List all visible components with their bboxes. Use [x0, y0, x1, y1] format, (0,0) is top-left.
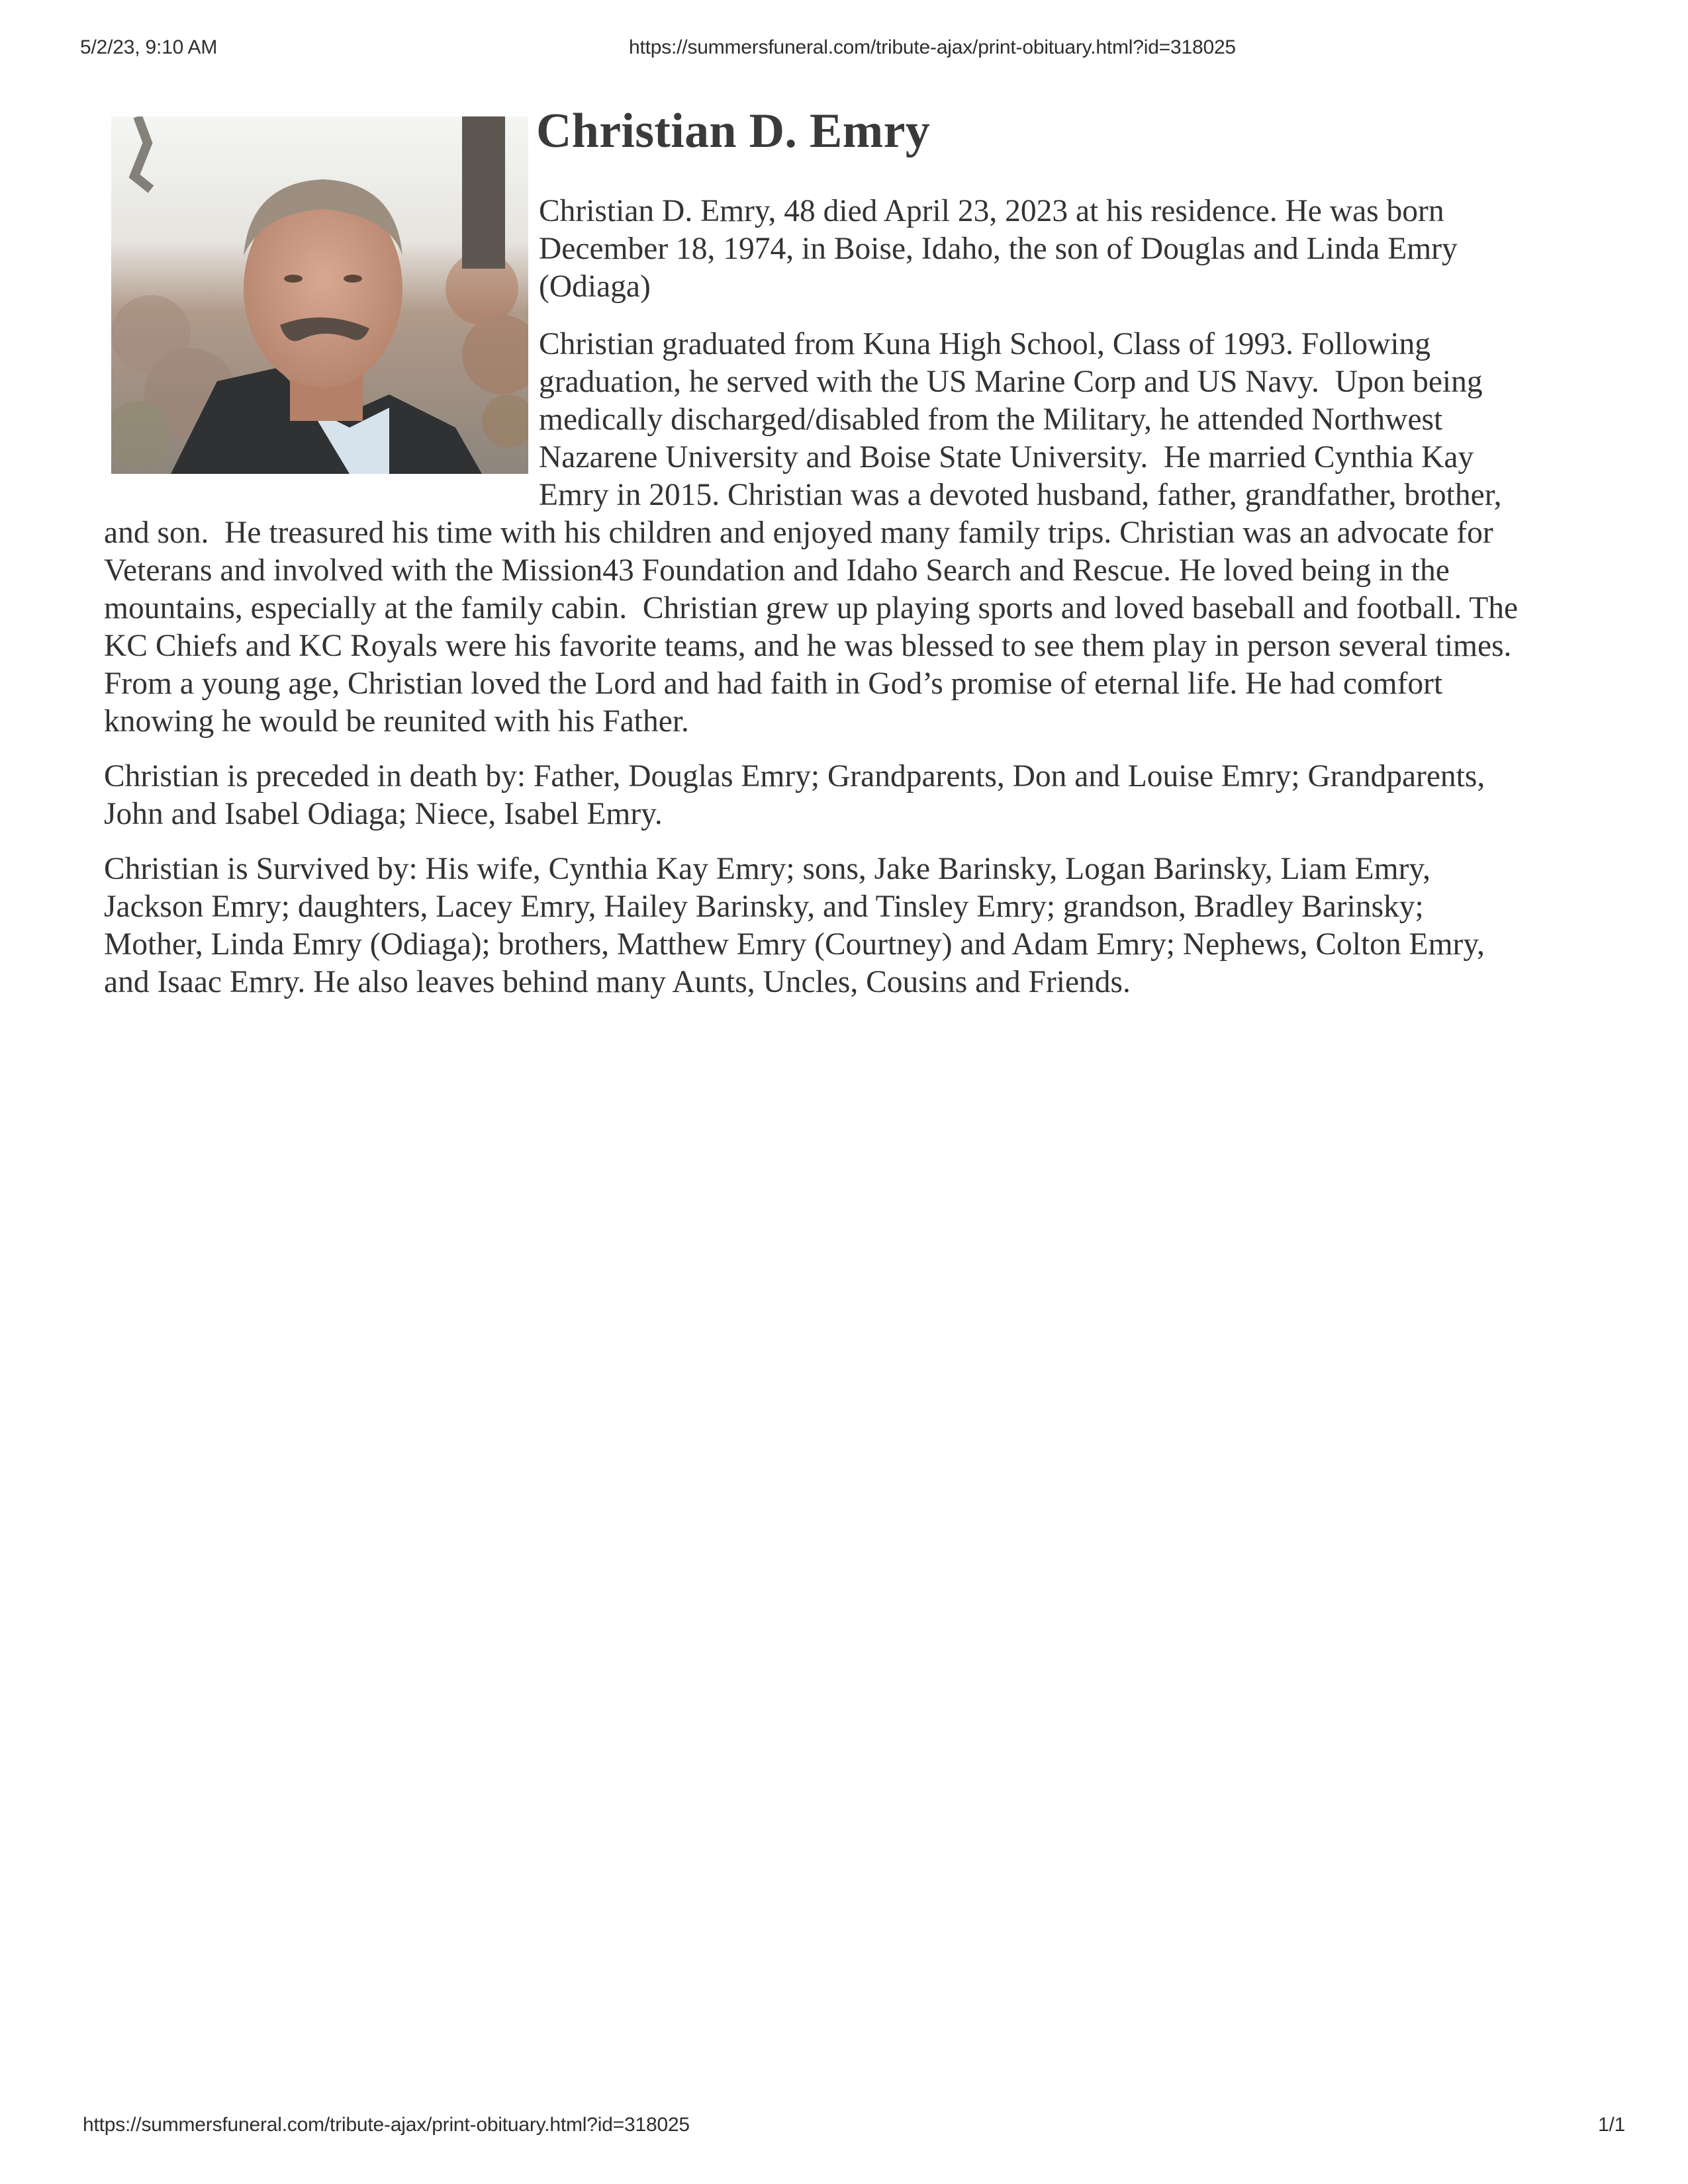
print-footer-url: https://summersfuneral.com/tribute-ajax/print-obituary.html?id=318025	[83, 2114, 690, 2136]
paragraph-biography-line: and son. He treasured his time with his children and enjoyed many family trips. Christian was an advocate for	[104, 516, 1493, 550]
paragraph-intro-line: Christian D. Emry, 48 died April 23, 2023 at his residence. He was born	[539, 194, 1444, 228]
paragraph-intro-line: (Odiaga)	[539, 269, 651, 304]
print-header-url: https://summersfuneral.com/tribute-ajax/print-obituary.html?id=318025	[629, 36, 1236, 58]
paragraph-survived-line: Jackson Emry; daughters, Lacey Emry, Hailey Barinsky, and Tinsley Emry; grandson, Bradley Barinsky;	[104, 889, 1424, 924]
paragraph-biography-line: Veterans and involved with the Mission43 Foundation and Idaho Search and Rescue. He loved being in the	[104, 553, 1450, 588]
paragraph-biography-line: Christian graduated from Kuna High School, Class of 1993. Following	[539, 327, 1431, 361]
paragraph-biography-line: From a young age, Christian loved the Lord and had faith in God’s promise of eternal life. He had comfort	[104, 666, 1443, 701]
obituary-name: Christian D. Emry	[536, 104, 931, 158]
paragraph-survived-line: and Isaac Emry. He also leaves behind many Aunts, Uncles, Cousins and Friends.	[104, 965, 1131, 999]
paragraph-biography-line: KC Chiefs and KC Royals were his favorite teams, and he was blessed to see them play in person several times.	[104, 629, 1512, 663]
paragraph-intro-line: December 18, 1974, in Boise, Idaho, the son of Douglas and Linda Emry	[539, 232, 1458, 266]
obituary-photo	[111, 116, 528, 474]
paragraph-biography-line: medically discharged/disabled from the Military, he attended Northwest	[539, 402, 1443, 437]
page-number: 1/1	[1598, 2114, 1626, 2136]
paragraph-biography-line: graduation, he served with the US Marine Corp and US Navy. Upon being	[539, 365, 1483, 399]
paragraph-biography-line: knowing he would be reunited with his Father.	[104, 704, 689, 739]
paragraph-survived-line: Mother, Linda Emry (Odiaga); brothers, Matthew Emry (Courtney) and Adam Emry; Nephews, Colton Emry,	[104, 927, 1485, 962]
paragraph-biography-line: Nazarene University and Boise State University. He married Cynthia Kay	[539, 440, 1474, 475]
paragraph-biography-line: Emry in 2015. Christian was a devoted husband, father, grandfather, brother,	[539, 478, 1502, 512]
paragraph-preceded-line: Christian is preceded in death by: Father, Douglas Emry; Grandparents, Don and Louise Emry; Grandparents,	[104, 759, 1485, 794]
paragraph-survived-line: Christian is Survived by: His wife, Cynthia Kay Emry; sons, Jake Barinsky, Logan Barinsky, Liam Emry,	[104, 852, 1430, 886]
print-date: 5/2/23, 9:10 AM	[80, 36, 218, 58]
paragraph-biography-line: mountains, especially at the family cabin. Christian grew up playing sports and loved baseball and football. The	[104, 591, 1519, 625]
paragraph-preceded-line: John and Isabel Odiaga; Niece, Isabel Emry.	[104, 797, 663, 831]
portrait-image	[111, 116, 528, 474]
